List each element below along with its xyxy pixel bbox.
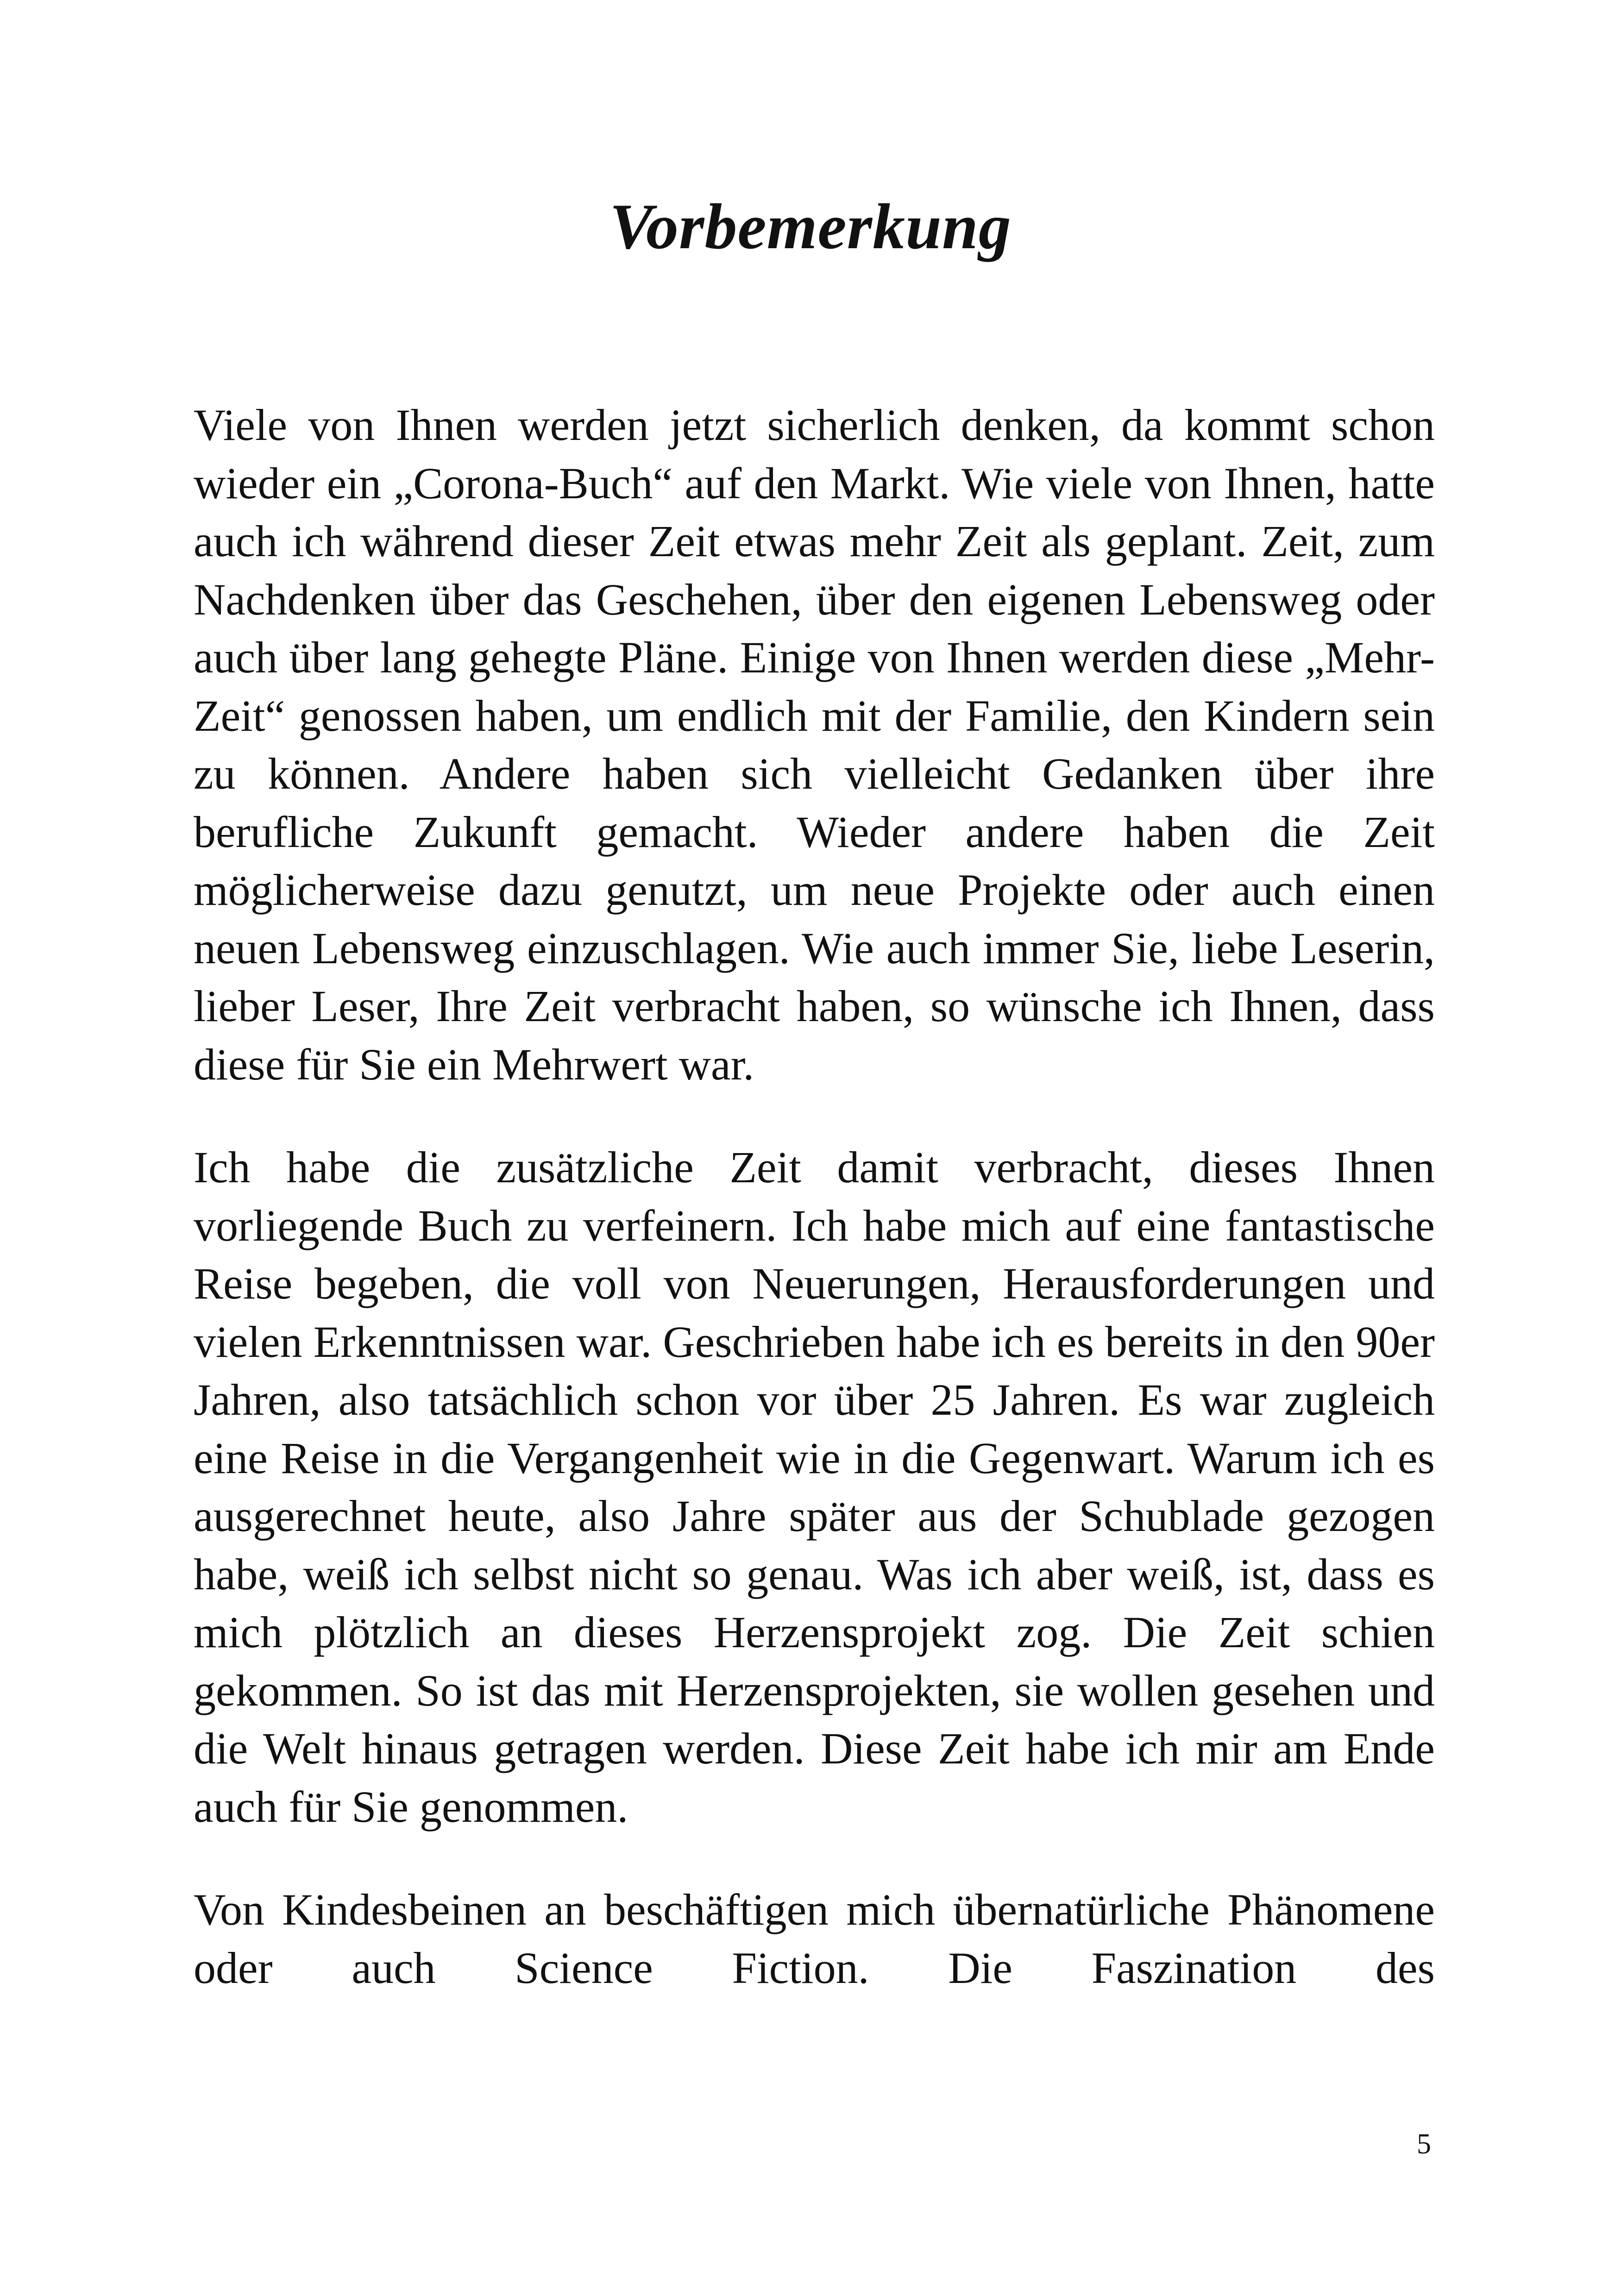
paragraph: Ich habe die zusätzliche Zeit damit verbracht, dieses Ihnen vorliegende Buch zu verfeinern. Ich habe mich auf eine fantastische Reise begeben, die voll von Neuerungen, Herausforderungen und vielen Erkenntnissen war. Geschrieben habe ich es bereits in den 90er Jahren, also tatsächlich schon vor über 25 Jahren. Es war zugleich eine Reise in die Vergangenheit wie in die Gegenwart. Warum ich es ausgerechnet heute, also Jahre später aus der Schublade gezogen habe, weiß ich selbst nicht so genau. Was ich aber weiß, ist, dass es mich plötzlich an dieses Herzensprojekt zog. Die Zeit schien gekommen. So ist das mit Herzensprojekten, sie wollen gesehen und die Welt hinaus getragen werden. Diese Zeit habe ich mir am Ende auch für Sie genommen. — [194, 1142, 1435, 1832]
paragraph: Viele von Ihnen werden jetzt sicherlich denken, da kommt schon wieder ein „Corona-Buch“ auf den Markt. Wie viele von Ihnen, hatte auch ich während dieser Zeit etwas mehr Zeit als geplant. Zeit, zum Nachdenken über das Geschehen, über den eigenen Lebensweg oder auch über lang gehegte Pläne. Einige von Ihnen werden diese „Mehr-Zeit“ genossen haben, um endlich mit der Familie, den Kindern sein zu können. Andere haben sich vielleicht Gedanken über ihre berufliche Zukunft gemacht. Wieder andere haben die Zeit möglicherweise dazu genutzt, um neue Projekte oder auch einen neuen Lebensweg einzuschlagen. Wie auch immer Sie, liebe Leserin, lieber Leser, Ihre Zeit verbracht haben, so wünsche ich Ihnen, dass diese für Sie ein Mehrwert war. — [194, 400, 1435, 1089]
page-title: Vorbemerkung — [609, 191, 1012, 263]
body-text — [194, 396, 1435, 1997]
paragraph: Von Kindesbeinen an beschäftigen mich übernatürliche Phänomene oder auch Science Fiction. Die Faszination des — [194, 1885, 1435, 1993]
page-number: 5 — [1417, 2128, 1431, 2160]
